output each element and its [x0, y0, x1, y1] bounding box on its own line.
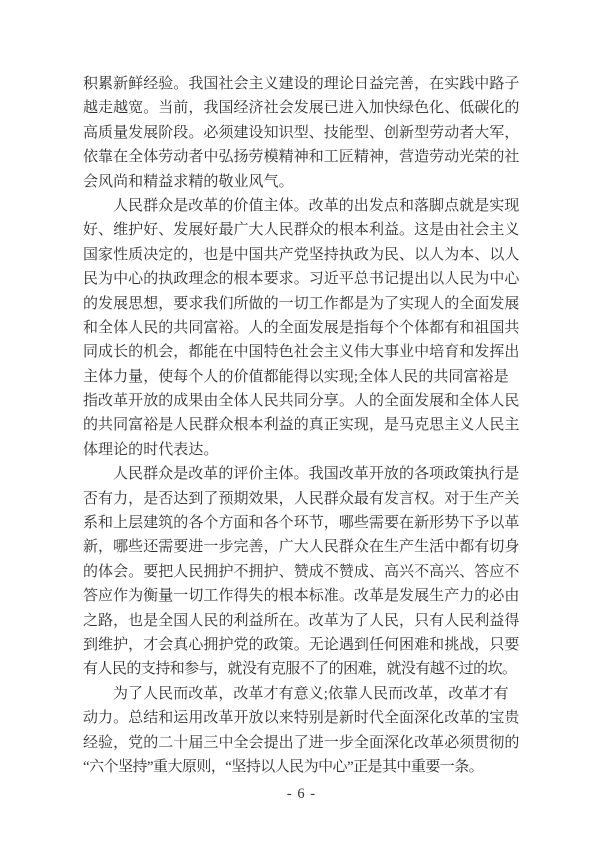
text-line: “六个坚持”重大原则，“坚持以人民为中心”正是其中重要一条。 — [83, 758, 484, 775]
text-line: 会风尚和精益求精的敬业风气。 — [83, 173, 294, 190]
text-line: 主体力量，使每个人的价值都能得以实现;全体人民的共同富裕是 — [83, 368, 509, 385]
text-line: 的体会。要把人民拥护不拥护、赞成不赞成、高兴不高兴、答应不 — [83, 563, 520, 580]
paragraph — [83, 72, 535, 194]
text-line: 有人民的支持和参与，就没有克服不了的困难，就没有越不过的坎。 — [83, 661, 517, 678]
text-line: 的发展思想，要求我们所做的一切工作都是为了实现人的全面发展 — [83, 295, 520, 312]
text-line: 到维护，才会真心拥护党的政策。无论遇到任何困难和挑战，只要 — [83, 636, 520, 653]
text-line: 积累新鲜经验。我国社会主义建设的理论日益完善，在实践中路子 — [83, 76, 520, 92]
text-line: 系和上层建筑的各个方面和各个环节，哪些需要在新形势下予以革 — [83, 515, 520, 532]
text-line: 同成长的机会，都能在中国特色社会主义伟大事业中培育和发挥出 — [83, 344, 520, 361]
text-line: 指改革开放的成果由全体人民共同分享。人的全面发展和全体人民 — [83, 393, 520, 410]
paragraph — [83, 682, 535, 780]
text-line: 否有力，是否达到了预期效果，人民群众最有发言权。对于生产关 — [83, 490, 520, 507]
text-line: 高质量发展阶段。必须建设知识型、技能型、创新型劳动者大军， — [83, 124, 520, 141]
text-line: 越走越宽。当前，我国经济社会发展已进入加快绿色化、低碳化的 — [83, 100, 520, 117]
text-line: 新，哪些还需要进一步完善，广大人民群众在生产生活中都有切身 — [83, 539, 520, 556]
paragraph — [83, 462, 535, 682]
text-line: 人民群众是改革的价值主体。改革的出发点和落脚点就是实现 — [113, 197, 520, 214]
text-line: 为了人民而改革，改革才有意义;依靠人民而改革，改革才有 — [113, 685, 509, 702]
text-line: 动力。总结和运用改革开放以来特别是新时代全面深化改革的宝贵 — [83, 710, 520, 727]
text-line: 经验，党的二十届三中全会提出了进一步全面深化改革必须贯彻的 — [83, 734, 520, 751]
text-line: 之路，也是全国人民的利益所在。改革为了人民，只有人民利益得 — [83, 612, 520, 629]
text-line: 人民群众是改革的评价主体。我国改革开放的各项政策执行是 — [113, 466, 520, 483]
text-line: 体理论的时代表达。 — [83, 441, 219, 458]
text-block — [83, 72, 535, 779]
text-line: 国家性质决定的，也是中国共产党坚持执政为民、以人为本、以人 — [83, 246, 520, 263]
text-line: 民为中心的执政理念的根本要求。习近平总书记提出以人民为中心 — [83, 271, 520, 288]
paragraph — [83, 194, 535, 462]
text-line: 依靠在全体劳动者中弘扬劳模精神和工匠精神，营造劳动光荣的社 — [83, 149, 520, 166]
text-line: 的共同富裕是人民群众根本利益的真正实现，是马克思主义人民主 — [83, 417, 520, 434]
text-line: 答应作为衡量一切工作得失的根本标准。改革是发展生产力的必由 — [83, 588, 520, 605]
text-line: 好、维护好、发展好最广大人民群众的根本利益。这是由社会主义 — [83, 222, 520, 239]
page-number: - 6 - — [286, 786, 317, 802]
text-line: 和全体人民的共同富裕。人的全面发展是指每个个体都有和祖国共 — [83, 319, 520, 336]
